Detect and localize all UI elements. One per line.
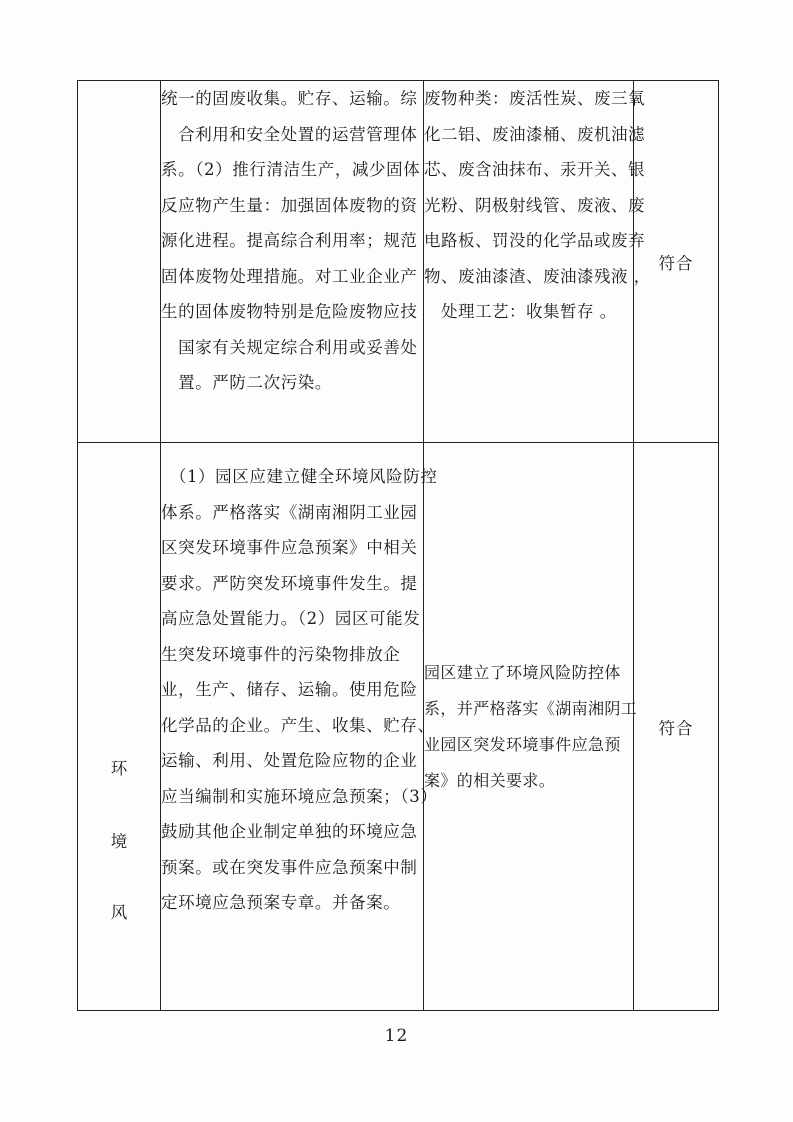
- requirement-line: 应当编制和实施环境应急预案；（3）: [161, 786, 438, 806]
- requirement-line: （1）园区应建立健全环境风险防控: [161, 467, 438, 486]
- actual-line: 光粉、阴极射线管、废液、废: [424, 195, 645, 215]
- requirement-line: 要求。严防突发环境事件发生。提: [161, 573, 418, 593]
- actual-line: 化二铝、废油漆桶、废机油滤: [424, 124, 645, 144]
- actual-status-cell: [424, 81, 651, 443]
- table-row: [78, 81, 719, 443]
- requirement-line: 高应急处置能力。（2）园区可能发: [161, 609, 421, 628]
- compliance-table: [77, 80, 719, 1011]
- requirement-line: 合利用和安全处置的运营管理体: [161, 124, 418, 144]
- requirement-line: 反应物产生量：加强固体废物的资: [161, 195, 418, 215]
- actual-line: 处理工艺：收集暂存 。: [424, 302, 617, 321]
- requirement-cell: [161, 443, 438, 1011]
- actual-line: 业园区突发环境事件应急预: [424, 734, 621, 754]
- page-number: 12: [384, 1026, 409, 1046]
- requirement-line: 体系。严格落实《湖南湘阴工业园: [161, 502, 418, 522]
- requirement-line: 国家有关规定综合利用或妥善处: [161, 337, 418, 357]
- actual-line: 电路板、罚没的化学品或废弃: [424, 231, 645, 250]
- actual-line: 系，并严格落实《湖南湘阴工: [424, 698, 638, 718]
- actual-line: 废物种类：废活性炭、废三氧: [424, 89, 645, 108]
- requirement-line: 固体废物处理措施。对工业企业产: [161, 266, 418, 286]
- requirement-line: 区突发环境事件应急预案》中相关: [161, 538, 418, 557]
- requirement-line: 化学品的企业。产生、收集、贮存、: [161, 715, 435, 735]
- requirement-line: 源化进程。提高综合利用率；规范: [161, 231, 418, 250]
- requirement-line: 生突发环境事件的污染物排放企: [161, 644, 401, 664]
- requirement-cell: [161, 81, 424, 443]
- category-cell: [78, 443, 161, 1011]
- requirement-line: 统一的固废收集。贮存、运输。综: [161, 89, 418, 108]
- actual-line: 物、废油漆渣、废油漆残液 ，: [424, 266, 651, 286]
- requirement-line: 生的固体废物特别是危险废物应技: [161, 302, 418, 321]
- actual-line: 园区建立了环境风险防控体: [424, 662, 621, 682]
- category-cell: [78, 81, 161, 443]
- requirement-line: 运输、利用、处置危险应物的企业: [161, 751, 418, 770]
- actual-status-cell: [424, 443, 638, 1011]
- category-char: 风: [110, 903, 128, 922]
- requirement-line: 业，生产、储存、运输。使用危险: [161, 680, 418, 699]
- result-cell: 符合: [634, 81, 719, 443]
- actual-line: 芯、废含油抹布、汞开关、银: [424, 160, 645, 179]
- requirement-line: 置。严防二次污染。: [161, 373, 332, 392]
- category-char: 境: [110, 832, 128, 851]
- actual-line: 案》的相关要求。: [424, 770, 556, 790]
- requirement-line: 鼓励其他企业制定单独的环境应急: [161, 822, 418, 841]
- table-row: [78, 443, 719, 1011]
- requirement-line: 系。（2）推行清洁生产，减少固体: [161, 160, 421, 179]
- result-cell: 符合: [634, 443, 719, 1011]
- requirement-line: 定环境应急预案专章。并备案。: [161, 893, 401, 912]
- category-char: 环: [110, 759, 128, 778]
- requirement-line: 预案。或在突发事件应急预案中制: [161, 857, 418, 877]
